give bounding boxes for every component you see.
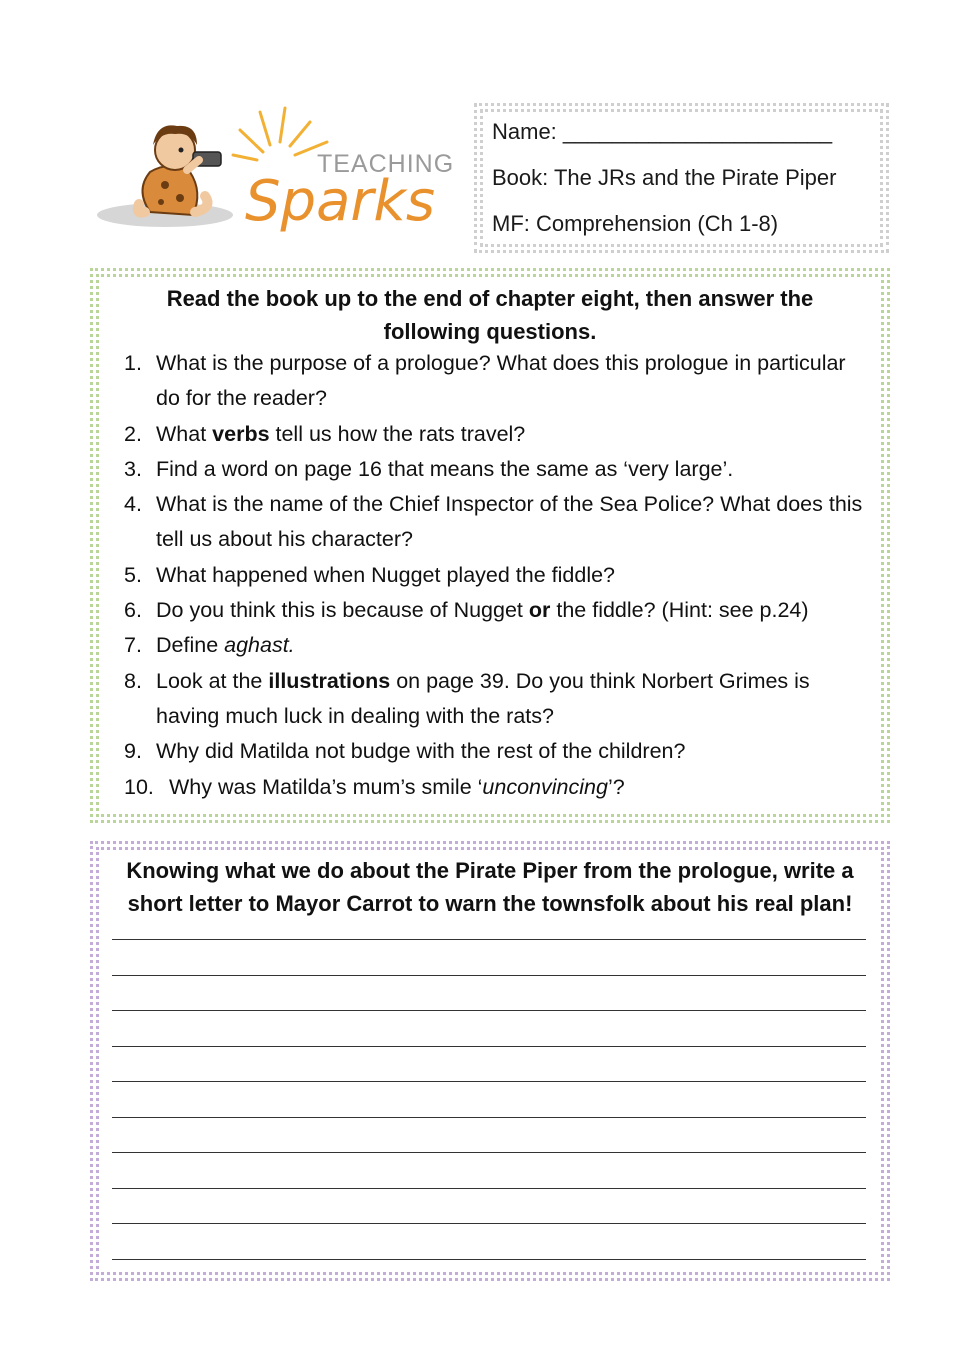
writing-line[interactable] bbox=[112, 1117, 866, 1118]
questions-heading: Read the book up to the end of chapter eight, then answer the following questions. bbox=[166, 286, 814, 344]
writing-line[interactable] bbox=[112, 1152, 866, 1153]
question-text: What bbox=[156, 421, 213, 446]
question-item bbox=[124, 628, 870, 663]
question-text: on page 39. Do you think Norbert Grimes is having much luck in dealing with the rats? bbox=[156, 668, 810, 728]
question-text: the fiddle? (Hint: see p.24) bbox=[550, 598, 809, 623]
letter-heading: Knowing what we do about the Pirate Piper from the prologue, write a short letter to Mayor Carrot to warn the townsfolk about his real plan! bbox=[126, 858, 854, 916]
question-item bbox=[124, 452, 870, 487]
question-item bbox=[124, 664, 870, 735]
question-text: aghast. bbox=[224, 633, 295, 658]
question-text: Find a word on page 16 that means the same as ‘very large’. bbox=[156, 456, 734, 481]
question-number: 5. bbox=[124, 562, 142, 587]
question-text: Look at the bbox=[156, 668, 269, 693]
writing-line[interactable] bbox=[112, 975, 866, 976]
question-item bbox=[124, 770, 870, 805]
caveman-icon bbox=[138, 125, 221, 215]
question-number: 10. bbox=[124, 774, 154, 799]
book-label: Book: The JRs and the Pirate Piper bbox=[492, 165, 837, 190]
question-number: 3. bbox=[124, 456, 142, 481]
questions-box bbox=[90, 268, 890, 823]
question-text: or bbox=[528, 598, 551, 623]
question-number: 6. bbox=[124, 598, 142, 623]
writing-line[interactable] bbox=[112, 1010, 866, 1011]
logo-teaching-text: TEACHING bbox=[317, 150, 455, 178]
question-text: Why did Matilda not budge with the rest of the children? bbox=[156, 739, 686, 764]
question-text: What happened when Nugget played the fiddle? bbox=[156, 562, 616, 587]
question-number: 7. bbox=[124, 633, 142, 658]
question-text: unconvincing bbox=[482, 774, 608, 799]
question-number: 8. bbox=[124, 668, 142, 693]
student-info-box bbox=[474, 103, 889, 253]
mf-label: MF: Comprehension (Ch 1-8) bbox=[492, 211, 779, 236]
question-item bbox=[124, 734, 870, 769]
writing-line[interactable] bbox=[112, 1223, 866, 1224]
question-list bbox=[124, 346, 870, 805]
question-number: 4. bbox=[124, 492, 142, 517]
question-text: Define bbox=[156, 633, 225, 658]
question-text: verbs bbox=[212, 421, 270, 446]
question-item bbox=[124, 593, 870, 628]
writing-line[interactable] bbox=[112, 1188, 866, 1189]
writing-line[interactable] bbox=[112, 1081, 866, 1082]
question-item bbox=[124, 558, 870, 593]
question-text: tell us how the rats travel? bbox=[269, 421, 526, 446]
name-field[interactable]: Name: ______________________ bbox=[492, 119, 833, 144]
question-item bbox=[124, 417, 870, 452]
logo-sparks-text: Sparks bbox=[245, 169, 436, 234]
question-text: What is the purpose of a prologue? What does this prologue in particular do for the reader? bbox=[156, 351, 846, 411]
question-number: 2. bbox=[124, 421, 142, 446]
writing-line[interactable] bbox=[112, 1259, 866, 1260]
question-text: Do you think this is because of Nugget bbox=[156, 598, 529, 623]
writing-line[interactable] bbox=[112, 939, 866, 940]
question-text: ’? bbox=[607, 774, 625, 799]
question-item bbox=[124, 346, 870, 417]
question-item bbox=[124, 487, 870, 558]
question-number: 9. bbox=[124, 739, 142, 764]
teaching-sparks-logo bbox=[95, 100, 465, 250]
question-text: What is the name of the Chief Inspector of the Sea Police? What does this tell us about his character? bbox=[156, 492, 863, 552]
spark-icon bbox=[233, 108, 327, 160]
question-text: Why was Matilda’s mum’s smile ‘ bbox=[169, 774, 483, 799]
question-text: illustrations bbox=[268, 668, 391, 693]
letter-writing-box bbox=[90, 841, 890, 1281]
writing-line[interactable] bbox=[112, 1046, 866, 1047]
question-number: 1. bbox=[124, 351, 142, 375]
